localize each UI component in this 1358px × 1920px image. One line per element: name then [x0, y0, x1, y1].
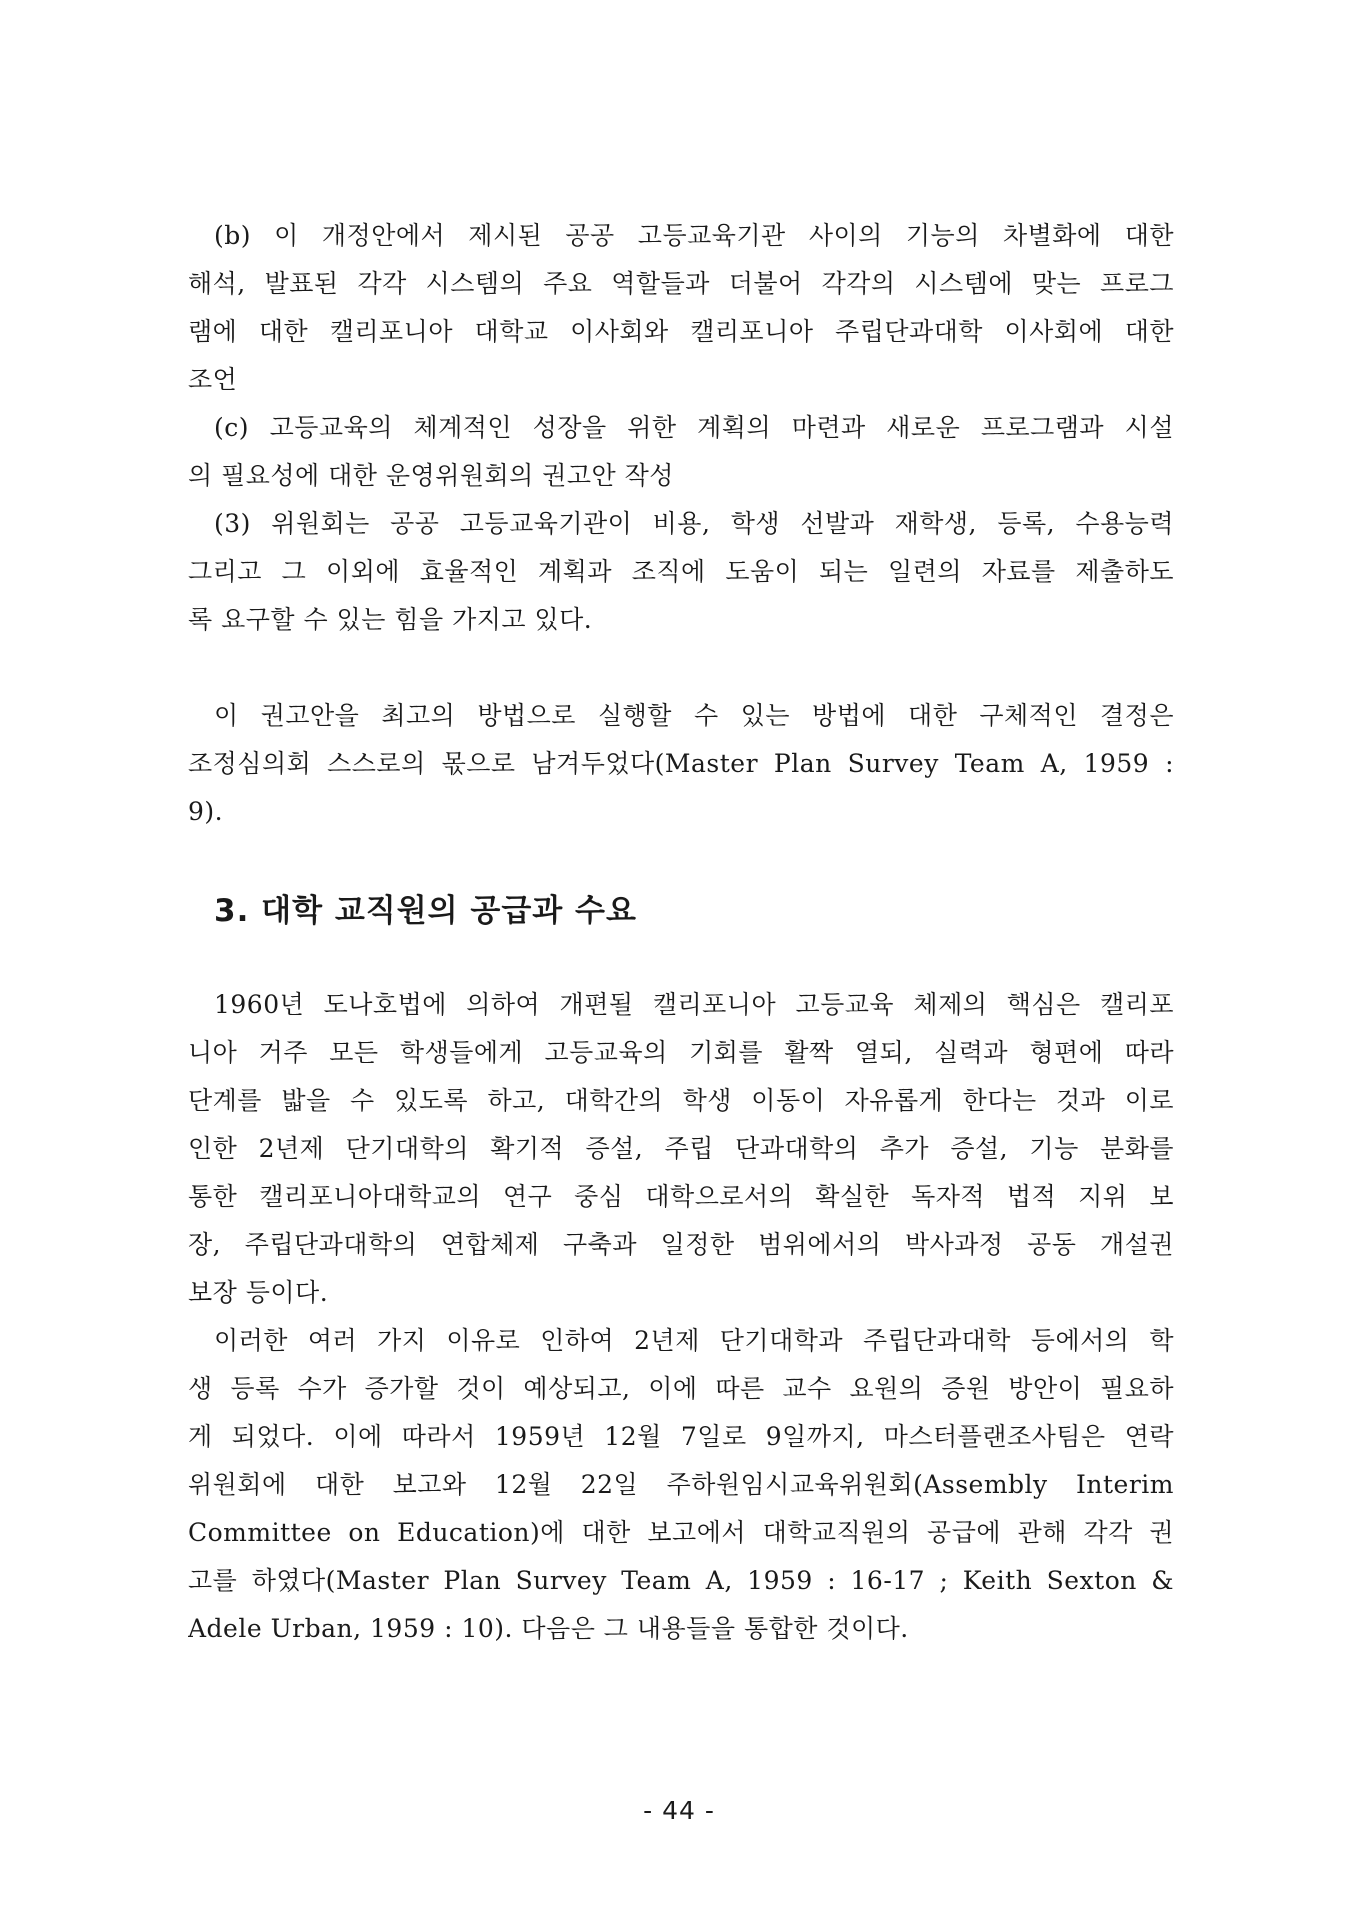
text-line: 생 등록 수가 증가할 것이 예상되고, 이에 따른 교수 요원의 증원 방안이 필요하	[188, 1374, 1174, 1403]
text-line: (3) 위원회는 공공 고등교육기관이 비용, 학생 선발과 재학생, 등록, 수용능력	[214, 509, 1174, 538]
clause-list	[188, 212, 1174, 644]
text-line: 인한 2년제 단기대학의 확기적 증설, 주립 단과대학의 추가 증설, 기능 분화를	[188, 1134, 1174, 1163]
text-line: (b) 이 개정안에서 제시된 공공 고등교육기관 사이의 기능의 차별화에 대한	[214, 221, 1174, 250]
text-line: 램에 대한 캘리포니아 대학교 이사회와 캘리포니아 주립단과대학 이사회에 대한	[188, 317, 1174, 346]
paragraph	[188, 981, 1174, 1653]
text-line: 이러한 여러 가지 이유로 인하여 2년제 단기대학과 주립단과대학 등에서의 학	[214, 1326, 1174, 1355]
text-line: 의 필요성에 대한 운영위원회의 권고안 작성	[188, 461, 674, 490]
text-line: 단계를 밟을 수 있도록 하고, 대학간의 학생 이동이 자유롭게 한다는 것과 이로	[188, 1086, 1174, 1115]
text-line: 조정심의회 스스로의 몫으로 남겨두었다(Master Plan Survey Team A, 1959 :	[188, 749, 1174, 778]
text-line: Adele Urban, 1959 : 10). 다음은 그 내용들을 통합한 것이다.	[188, 1614, 909, 1643]
text-line: 이 권고안을 최고의 방법으로 실행할 수 있는 방법에 대한 구체적인 결정은	[214, 701, 1174, 730]
text-line: 고를 하였다(Master Plan Survey Team A, 1959 : 16-17 ; Keith Sexton &	[188, 1566, 1174, 1595]
paragraph-gap	[188, 644, 1174, 692]
text-line: 게 되었다. 이에 따라서 1959년 12월 7일로 9일까지, 마스터플랜조사팀은 연락	[188, 1422, 1174, 1451]
text-line: 통한 캘리포니아대학교의 연구 중심 대학으로서의 확실한 독자적 법적 지위 보	[188, 1182, 1174, 1211]
paragraph	[188, 692, 1174, 836]
text-line: Committee on Education)에 대한 보고에서 대학교직원의 공급에 관해 각각 권	[188, 1518, 1174, 1547]
text-line: 니아 거주 모든 학생들에게 고등교육의 기회를 활짝 열되, 실력과 형편에 따라	[188, 1038, 1174, 1067]
text-line: 장, 주립단과대학의 연합체제 구축과 일정한 범위에서의 박사과정 공동 개설권	[188, 1230, 1174, 1259]
text-line: 해석, 발표된 각각 시스템의 주요 역할들과 더불어 각각의 시스템에 맞는 프로그	[188, 269, 1174, 298]
page-number: - 44 -	[643, 1796, 715, 1825]
text-line: 1960년 도나호법에 의하여 개편될 캘리포니아 고등교육 체제의 핵심은 캘리포	[214, 990, 1174, 1019]
text-line: (c) 고등교육의 체계적인 성장을 위한 계획의 마련과 새로운 프로그램과 시설	[214, 413, 1174, 442]
text-line: 록 요구할 수 있는 힘을 가지고 있다.	[188, 605, 593, 634]
page-content	[188, 212, 1174, 1653]
text-line: 조언	[188, 365, 238, 394]
section-heading: 3. 대학 교직원의 공급과 수요	[214, 893, 637, 929]
text-line: 그리고 그 이외에 효율적인 계획과 조직에 도움이 되는 일련의 자료를 제출하도	[188, 557, 1174, 586]
text-line: 보장 등이다.	[188, 1278, 329, 1307]
text-line: 9).	[188, 797, 224, 826]
text-line: 위원회에 대한 보고와 12월 22일 주하원임시교육위원회(Assembly Interim	[188, 1470, 1174, 1499]
